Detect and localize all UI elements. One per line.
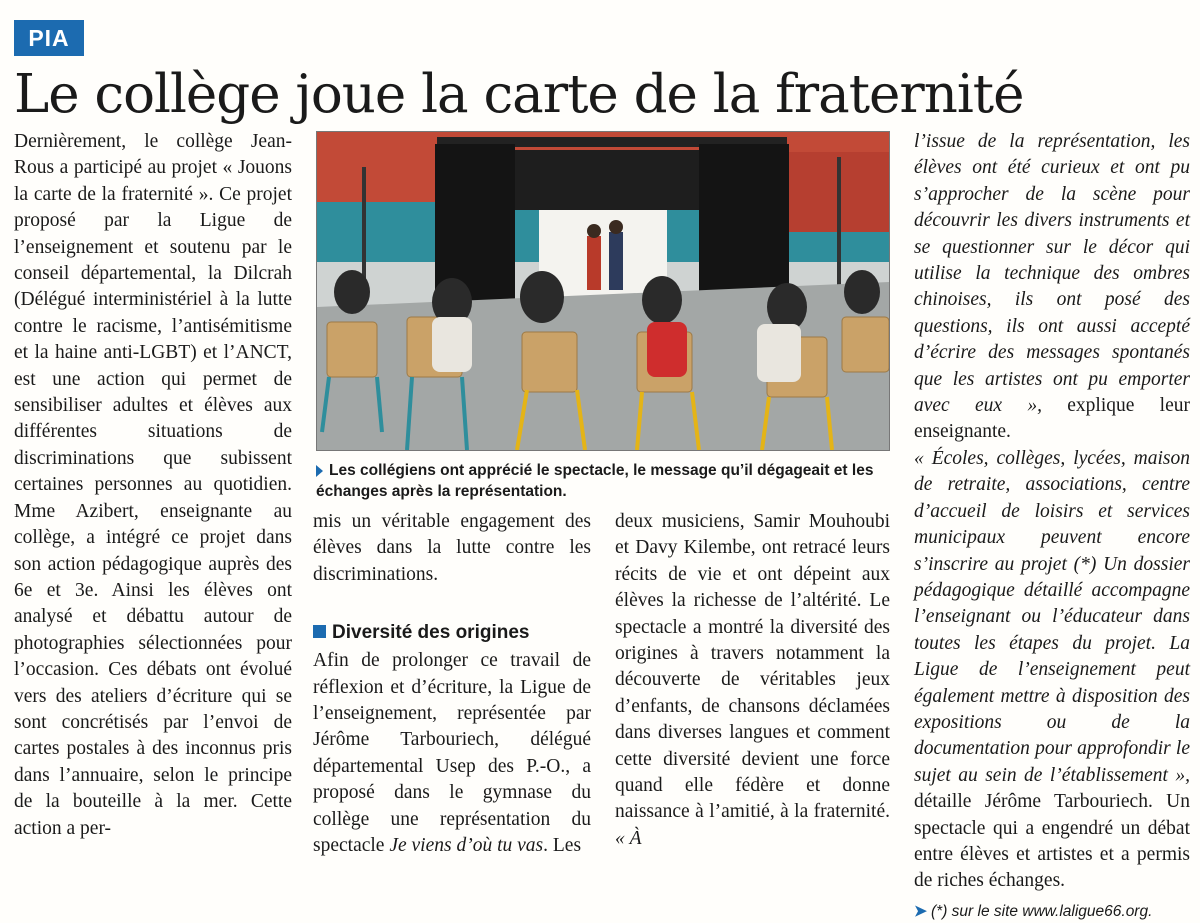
- article-column-4: [914, 129, 1190, 923]
- column-2-body-text: Afin de prolonger ce travail de réflexion et d’écriture, la Ligue de l’enseignement, représentée par Jérôme Tarbouriech, délégué départemental Usep des P.-O., a proposé dans le gymnase du collège une représentation du spectacle: [313, 650, 591, 857]
- arrow-right-icon: ➤: [914, 902, 927, 920]
- quote-ligue: « Écoles, collèges, lycées, maison de retraite, associations, centre d’accueil de loisirs et services municipaux peuvent encore s’inscrire au projet (*) Un dossier pédagogique détaillé accompagne l’enseignant ou l’éducateur dans toutes les étapes du projet. La Ligue de l’enseignement peut également mettre à disposition des expositions ou de la documentation pour approfondir le sujet au sein de l’établissement »,: [914, 447, 1190, 786]
- quote-open: « À: [615, 827, 642, 849]
- quote-students: l’issue de la représentation, les élèves ont été curieux et ont pu s’approcher de la scène pour découvrir les divers instruments et se questionner sur le décor qui utilise la technique des ombres chinoises, ils ont posé des questions, ils ont aussi accepté d’écrire des messages spontanés que les artistes ont pu emporter avec eux »,: [914, 131, 1190, 417]
- article-photo: [316, 131, 890, 451]
- subheading-text: Diversité des origines: [332, 622, 530, 644]
- footnote-text: (*) sur le site www.laligue66.org.: [931, 902, 1153, 920]
- subheading: [313, 620, 591, 646]
- square-bullet-icon: [313, 625, 326, 638]
- show-title: Je viens d’où tu vas: [389, 835, 544, 857]
- article-column-3: [615, 509, 890, 852]
- column-1-text: Dernièrement, le collège Jean-Rous a participé au projet « Jouons la carte de la fraternité ». Ce projet proposé par la Ligue de l’enseignement et soutenu par le conseil départemental, la Dilcrah (Délégué interministériel à la lutte contre le racisme, l’antisémitisme et la haine anti-LGBT) et l’ANCT, est une action qui permet de sensibiliser adultes et élèves aux différentes situations de discriminations que subissent certaines personnes au quotidien. Mme Azibert, enseignante au collège, a intégré ce projet dans son action pédagogique auprès des 6e et 3e. Ainsi les élèves ont analysé et débattu autour de photographies sélectionnées pour l’occasion. Ces débats ont évolué vers des ateliers d’écriture qui se sont concrétisés par l’envoi de cartes postales à des inconnus pris dans l’annuaire, selon le principe de la bouteille à la mer. Cette action a per-: [14, 131, 292, 839]
- triangle-marker-icon: [316, 465, 323, 477]
- article-column-1: [14, 129, 292, 842]
- column-2-body: [313, 648, 591, 859]
- theatre-scene-illustration: [317, 132, 889, 450]
- footnote: [914, 901, 1190, 923]
- column-3-body: [615, 509, 890, 852]
- photo-caption-text: Les collégiens ont apprécié le spectacle, le message qu’il dégageait et les échanges après la représentation.: [316, 462, 874, 500]
- article-column-2: [313, 509, 591, 859]
- column-2-end: . Les: [543, 835, 582, 857]
- column-4-end: détaille Jérôme Tarbouriech. Un spectacle qui a engendré un débat entre élèves et artistes et a permis de riches échanges.: [914, 791, 1190, 892]
- column-2-intro: mis un véritable engagement des élèves dans la lutte contre les discriminations.: [313, 511, 591, 585]
- section-tag: PIA: [14, 20, 84, 56]
- column-4-paragraph-1: [914, 129, 1190, 446]
- column-3-body-text: deux musiciens, Samir Mouhoubi et Davy Kilembe, ont retracé leurs récits de vie et ont dépeint aux élèves la richesse de l’altérité. Le spectacle a montré la diversité des origines à travers notamment la découverte de véritables jeux d’enfants, de chansons déclamées dans diverses langues et comment cette diversité devient une force quand elle fédère et donne naissance à l’amitié, à la fraternité.: [615, 511, 890, 823]
- column-4-paragraph-2: [914, 446, 1190, 895]
- photo-caption: [316, 460, 888, 502]
- quote-attribution: explique leur enseignante.: [914, 395, 1190, 443]
- headline: Le collège joue la carte de la fraternité: [14, 64, 1024, 125]
